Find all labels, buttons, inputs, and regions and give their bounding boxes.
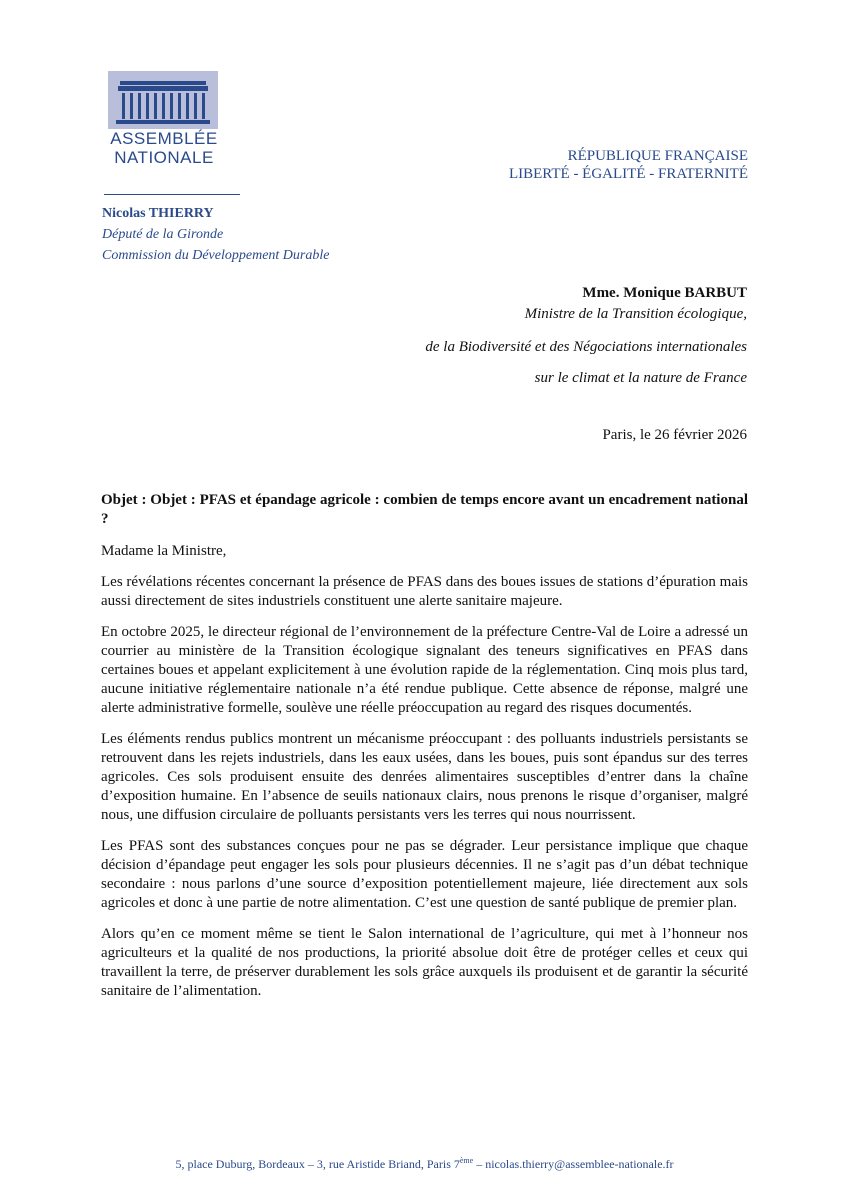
sender-block <box>102 203 329 266</box>
recipient-title-line3: sur le climat et la nature de France <box>534 370 747 386</box>
letter-paragraph: Les révélations récentes concernant la présence de PFAS dans des boues issues de stations d’épuration mais aussi directement de sites industriels constituent une alerte sanitaire majeure. <box>101 574 748 609</box>
sender-name: Nicolas THIERRY <box>102 206 214 221</box>
republic-line: RÉPUBLIQUE FRANÇAISE <box>567 148 748 164</box>
letter-body <box>101 491 748 1013</box>
sender-underline <box>104 194 240 195</box>
assemblee-nationale-logo <box>108 71 220 171</box>
letter-paragraph: Les PFAS sont des substances conçues pour ne pas se dégrader. Leur persistance implique que chaque décision d’épandage peut engager les sols pour plusieurs décennies. Il ne s’agit pas d’un débat technique secondaire : nous parlons d’une source d’exposition potentiellement majeure, liée directement aux sols agricoles et donc à une partie de notre alimentation. C’est une question de santé publique de premier plan. <box>101 838 748 911</box>
letter-date: Paris, le 26 février 2026 <box>602 427 747 443</box>
letter-paragraph: En octobre 2025, le directeur régional de l’environnement de la préfecture Centre-Val de Loire a adressé un courrier au ministère de la Transition écologique signalant des teneurs significatives en PFAS dans certaines boues et appelant explicitement à une évolution rapide de la réglementation. Cinq mois plus tard, aucune initiative réglementaire nationale n’a été rendue publique. Cette absence de réponse, malgré une alerte administrative formelle, soulève une réelle préoccupation au regard des risques documentés. <box>101 624 748 716</box>
sender-role: Député de la Gironde <box>102 227 224 242</box>
recipient-title-line2: de la Biodiversité et des Négociations internationales <box>425 339 747 355</box>
logo-text-line1: ASSEMBLÉE <box>110 129 218 148</box>
recipient-name: Mme. Monique BARBUT <box>582 285 747 301</box>
letter-paragraph: Les éléments rendus publics montrent un mécanisme préoccupant : des polluants industriels persistants se retrouvent dans les rejets industriels, dans les eaux usées, dans les boues, puis sont épandus sur des terres agricoles. Ces sols produisent ensuite des denrées alimentaires susceptibles d’entrer dans la chaîne d’exposition humaine. En l’absence de seuils nationaux clairs, nous prenons le risque d’organiser, malgré nous, une diffusion circulaire de polluants persistants vers les terres qui nous nourrissent. <box>101 731 748 823</box>
assemblee-nationale-building-icon <box>108 71 218 129</box>
recipient-title-line1: Ministre de la Transition écologique, <box>524 306 747 322</box>
letter-paragraph: Alors qu’en ce moment même se tient le Salon international de l’agriculture, qui met à l’honneur nos agriculteurs et la qualité de nos productions, la priorité absolue doit être de protéger celles et ceux qui travaillent la terre, de préserver durablement les sols grâce auxquels ils produisent et de garantir la sécurité sanitaire de l’alimentation. <box>101 926 748 999</box>
republic-motto <box>509 147 748 183</box>
recipient-block <box>425 283 747 389</box>
letter-subject: Objet : Objet : PFAS et épandage agricole : combien de temps encore avant un encadrement national ? <box>101 492 748 527</box>
logo-text-line2: NATIONALE <box>114 148 214 167</box>
footer-superscript: ème <box>459 1156 474 1165</box>
footer-address-text: 5, place Duburg, Bordeaux – 3, rue Aristide Briand, Paris 7 <box>175 1157 460 1171</box>
sender-commission: Commission du Développement Durable <box>102 248 330 263</box>
footer-email: – nicolas.thierry@assemblee-nationale.fr <box>473 1157 674 1171</box>
motto-line: LIBERTÉ - ÉGALITÉ - FRATERNITÉ <box>508 166 748 182</box>
footer-address <box>0 1156 849 1172</box>
letter-salutation: Madame la Ministre, <box>101 543 227 559</box>
